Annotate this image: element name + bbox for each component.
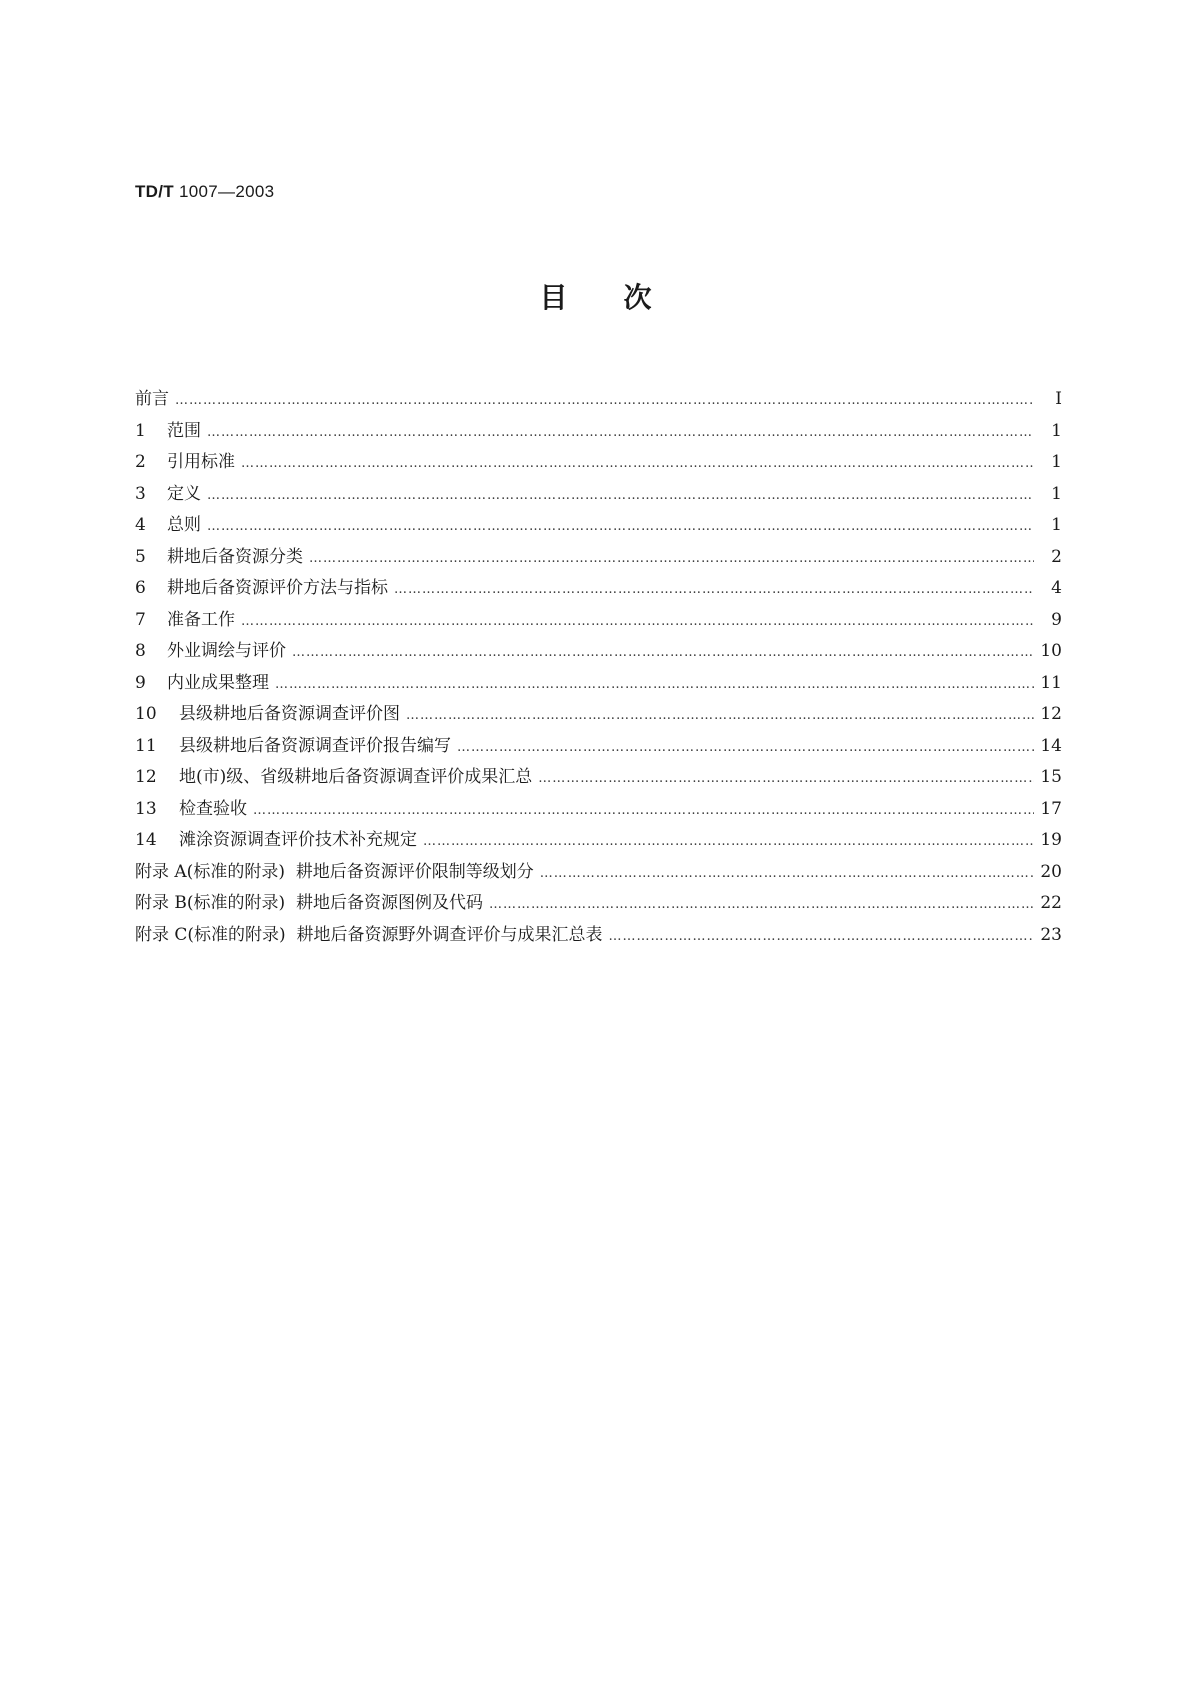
toc-leader-dots [207,425,1034,440]
document-code [135,182,274,202]
toc-entry-appendix-c[interactable] [135,920,1062,952]
toc-entry-9[interactable] [135,668,1062,700]
toc-entry-page: 1 [1051,452,1062,472]
toc-entry-number: 10 [135,704,157,724]
toc-entry-8[interactable] [135,636,1062,668]
toc-entry-label: 检查验收 [179,798,247,819]
toc-entry-appendix-a[interactable] [135,857,1062,889]
toc-entry-number: 9 [135,672,146,693]
toc-entry-label: 县级耕地后备资源调查评价图 [179,704,400,724]
toc-entry-label: 外业调绘与评价 [167,641,286,661]
toc-entry-page: 12 [1040,704,1062,724]
toc-leader-dots [275,677,1034,692]
document-code-number: 1007—2003 [179,182,275,201]
toc-leader-dots [253,803,1034,818]
toc-leader-dots [241,614,1034,629]
toc-entry-page: 19 [1040,830,1062,850]
toc-leader-dots [309,551,1034,566]
toc-entry-4[interactable] [135,510,1062,542]
toc-entry-page: 14 [1040,735,1062,756]
toc-entry-number: 12 [135,767,157,787]
toc-entry-number: 5 [135,546,146,567]
toc-entry-page: 1 [1051,420,1062,441]
toc-entry-7[interactable] [135,605,1062,637]
toc-entry-number: 7 [135,609,146,630]
toc-entry-6[interactable] [135,573,1062,605]
toc-leader-dots [457,740,1034,755]
toc-entry-number: 14 [135,830,157,850]
toc-entry-number: 4 [135,515,146,535]
toc-entry-page: 9 [1051,609,1062,630]
toc-entry-1[interactable] [135,416,1062,448]
toc-entry-14[interactable] [135,825,1062,857]
toc-leader-dots [207,519,1034,534]
toc-entry-page: 20 [1040,861,1062,882]
toc-entry-page: 1 [1051,483,1062,504]
toc-entry-2[interactable] [135,447,1062,479]
toc-entry-number: 13 [135,798,157,819]
toc-entry-label: 耕地后备资源评价方法与指标 [167,578,388,598]
toc-entry-page: 22 [1040,893,1062,913]
toc-entry-label: 引用标准 [167,452,235,472]
toc-entry-page: 23 [1040,924,1062,945]
toc-entry-label: 滩涂资源调查评价技术补充规定 [179,830,417,850]
toc-entry-page: 11 [1040,672,1062,693]
toc-leader-dots [608,929,1034,944]
toc-entry-number: 11 [135,735,157,756]
toc-leader-dots [175,393,1034,408]
toc-leader-dots [241,456,1034,471]
toc-entry-number: 3 [135,483,146,504]
toc-leader-dots [540,866,1034,881]
table-of-contents [135,384,1062,951]
toc-entry-label: 县级耕地后备资源调查评价报告编写 [179,735,451,756]
toc-entry-11[interactable] [135,731,1062,763]
page-title: 目次 [539,281,708,314]
toc-leader-dots [292,645,1034,660]
toc-entry-page: 1 [1051,515,1062,535]
toc-entry-label: 准备工作 [167,609,235,630]
toc-entry-label: 附录 C(标准的附录) 耕地后备资源野外调查评价与成果汇总表 [135,924,603,945]
toc-entry-label: 内业成果整理 [167,672,269,693]
toc-entry-13[interactable] [135,794,1062,826]
toc-leader-dots [406,708,1034,723]
document-code-prefix: TD/T [135,182,174,201]
toc-entry-preface[interactable] [135,384,1062,416]
toc-leader-dots [489,897,1034,912]
toc-leader-dots [423,834,1034,849]
toc-entry-label: 总则 [167,515,201,535]
toc-entry-page: 2 [1051,546,1062,567]
toc-entry-12[interactable] [135,762,1062,794]
toc-leader-dots [207,488,1034,503]
toc-entry-number: 6 [135,578,146,598]
toc-entry-5[interactable] [135,542,1062,574]
toc-entry-page: 4 [1051,578,1062,598]
toc-entry-appendix-b[interactable] [135,888,1062,920]
toc-entry-page: 10 [1040,641,1062,661]
toc-entry-label: 前言 [135,389,169,409]
toc-entry-10[interactable] [135,699,1062,731]
toc-entry-page: 17 [1040,798,1062,819]
toc-entry-page: I [1055,389,1062,409]
toc-entry-label: 耕地后备资源分类 [167,546,303,567]
toc-entry-label: 范围 [167,420,201,441]
toc-leader-dots [538,771,1034,786]
toc-entry-number: 8 [135,641,146,661]
toc-leader-dots [394,582,1034,597]
toc-entry-3[interactable] [135,479,1062,511]
toc-entry-page: 15 [1040,767,1062,787]
toc-entry-label: 地(市)级、省级耕地后备资源调查评价成果汇总 [179,767,533,787]
toc-entry-label: 附录 B(标准的附录) 耕地后备资源图例及代码 [135,893,483,913]
toc-entry-label: 附录 A(标准的附录) 耕地后备资源评价限制等级划分 [135,861,534,882]
toc-entry-number: 1 [135,420,146,441]
toc-entry-number: 2 [135,452,146,472]
toc-entry-label: 定义 [167,483,201,504]
